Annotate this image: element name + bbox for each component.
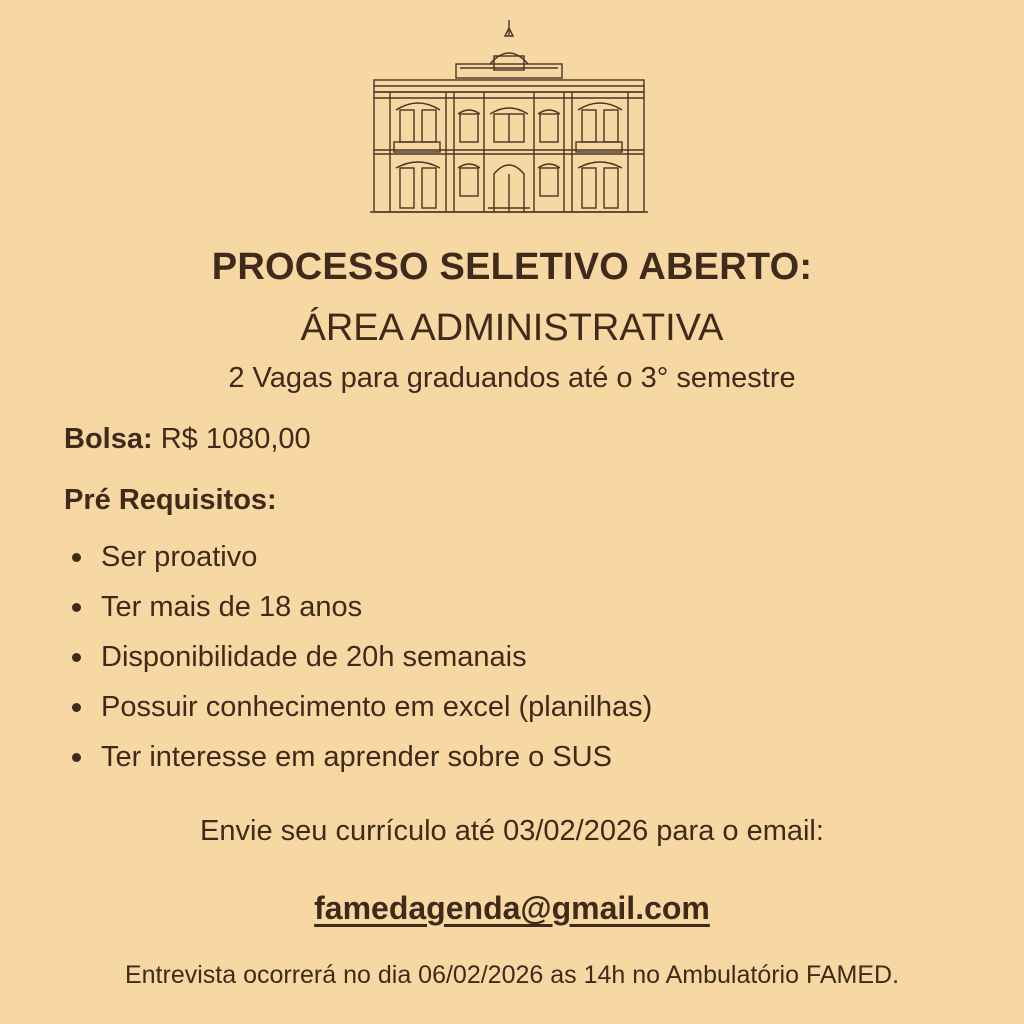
requirement-text: Ser proativo (101, 541, 258, 573)
bullet-icon (72, 753, 81, 762)
list-item (64, 732, 652, 782)
send-cv-instruction: Envie seu currículo até 03/02/2026 para o email: (200, 815, 824, 847)
scholarship-label: Bolsa: (64, 423, 153, 455)
requirements-title: Pré Requisitos: (64, 484, 277, 516)
scholarship-line (64, 423, 311, 456)
requirement-text: Ter mais de 18 anos (101, 591, 363, 623)
list-item (64, 582, 652, 632)
list-item (64, 632, 652, 682)
bullet-icon (72, 603, 81, 612)
interview-info: Entrevista ocorrerá no dia 06/02/2026 as 14h no Ambulatório FAMED. (124, 961, 900, 989)
vacancies-text: 2 Vagas para graduandos até o 3° semestre (228, 362, 796, 394)
scholarship-value: R$ 1080,00 (160, 423, 311, 455)
bullet-icon (72, 553, 81, 562)
list-item (64, 682, 652, 732)
bullet-icon (72, 703, 81, 712)
page-subtitle: ÁREA ADMINISTRATIVA (300, 307, 724, 349)
requirement-text: Possuir conhecimento em excel (planilhas) (101, 691, 653, 723)
list-item (64, 532, 652, 582)
email-link[interactable]: famedagenda@gmail.com (314, 890, 710, 926)
bullet-icon (72, 653, 81, 662)
requirement-text: Ter interesse em aprender sobre o SUS (101, 741, 612, 773)
building-illustration (370, 18, 648, 214)
requirements-list (64, 532, 652, 782)
requirement-text: Disponibilidade de 20h semanais (101, 641, 527, 673)
page-title: PROCESSO SELETIVO ABERTO: (211, 246, 813, 288)
